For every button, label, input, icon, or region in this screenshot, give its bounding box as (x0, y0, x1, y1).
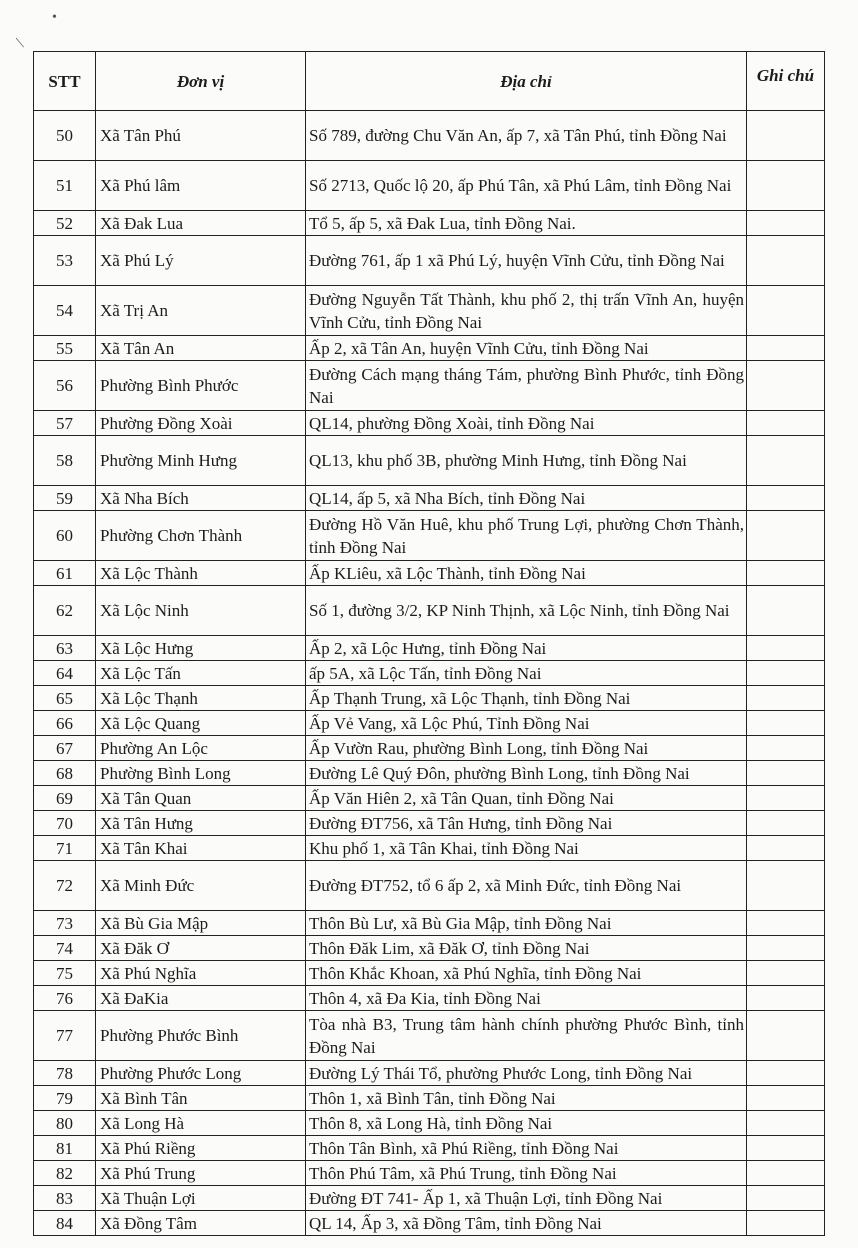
table-row (34, 436, 825, 486)
row-stt: 62 (34, 586, 96, 636)
row-address: Thôn 4, xã Đa Kia, tỉnh Đồng Nai (306, 986, 747, 1011)
row-address: Thôn Phú Tâm, xã Phú Trung, tỉnh Đồng Nai (306, 1161, 747, 1186)
row-note (747, 1186, 825, 1211)
row-address: QL13, khu phố 3B, phường Minh Hưng, tỉnh Đồng Nai (306, 436, 747, 486)
header-note: Ghi chú (747, 52, 825, 111)
row-note (747, 1161, 825, 1186)
table-row (34, 1136, 825, 1161)
row-unit: Xã Phú Trung (96, 1161, 306, 1186)
row-unit: Phường Đồng Xoài (96, 411, 306, 436)
table-row (34, 1111, 825, 1136)
row-address: Ấp Vẻ Vang, xã Lộc Phú, Tỉnh Đồng Nai (306, 711, 747, 736)
row-note (747, 511, 825, 561)
row-note (747, 411, 825, 436)
table-row (34, 211, 825, 236)
row-stt: 63 (34, 636, 96, 661)
row-note (747, 336, 825, 361)
scan-pen-mark: | (13, 35, 25, 49)
row-note (747, 736, 825, 761)
table-row (34, 786, 825, 811)
row-address: Số 2713, Quốc lộ 20, ấp Phú Tân, xã Phú Lâm, tỉnh Đồng Nai (306, 161, 747, 211)
table-row (34, 861, 825, 911)
row-stt: 69 (34, 786, 96, 811)
row-note (747, 1211, 825, 1236)
row-unit: Xã Phú Nghĩa (96, 961, 306, 986)
row-stt: 66 (34, 711, 96, 736)
row-stt: 65 (34, 686, 96, 711)
row-stt: 71 (34, 836, 96, 861)
row-stt: 72 (34, 861, 96, 911)
row-stt: 51 (34, 161, 96, 211)
row-note (747, 211, 825, 236)
row-stt: 73 (34, 911, 96, 936)
row-address: Đường ĐT752, tổ 6 ấp 2, xã Minh Đức, tỉnh Đồng Nai (306, 861, 747, 911)
row-unit: Xã Đồng Tâm (96, 1211, 306, 1236)
row-stt: 68 (34, 761, 96, 786)
row-address: Thôn 1, xã Bình Tân, tỉnh Đồng Nai (306, 1086, 747, 1111)
table-row (34, 936, 825, 961)
row-unit: Phường An Lộc (96, 736, 306, 761)
row-unit: Xã Trị An (96, 286, 306, 336)
row-unit: Xã Lộc Thạnh (96, 686, 306, 711)
row-unit: Xã Lộc Thành (96, 561, 306, 586)
row-stt: 76 (34, 986, 96, 1011)
table-row (34, 586, 825, 636)
row-address: QL14, ấp 5, xã Nha Bích, tỉnh Đồng Nai (306, 486, 747, 511)
row-address: Đường 761, ấp 1 xã Phú Lý, huyện Vĩnh Cửu, tỉnh Đồng Nai (306, 236, 747, 286)
row-stt: 52 (34, 211, 96, 236)
row-unit: Xã Tân Khai (96, 836, 306, 861)
row-address: Ấp Thạnh Trung, xã Lộc Thạnh, tỉnh Đồng Nai (306, 686, 747, 711)
row-unit: Xã Tân Hưng (96, 811, 306, 836)
row-unit: Phường Phước Bình (96, 1011, 306, 1061)
table-row (34, 1186, 825, 1211)
row-unit: Xã Long Hà (96, 1111, 306, 1136)
row-stt: 53 (34, 236, 96, 286)
row-note (747, 561, 825, 586)
header-stt: STT (34, 52, 96, 111)
row-note (747, 861, 825, 911)
row-address: Ấp Vườn Rau, phường Bình Long, tỉnh Đồng Nai (306, 736, 747, 761)
row-address: Đường Lê Quý Đôn, phường Bình Long, tỉnh Đồng Nai (306, 761, 747, 786)
row-note (747, 761, 825, 786)
row-unit: Xã Minh Đức (96, 861, 306, 911)
row-unit: Xã Tân Quan (96, 786, 306, 811)
row-stt: 84 (34, 1211, 96, 1236)
table-row (34, 1161, 825, 1186)
row-note (747, 1061, 825, 1086)
row-stt: 58 (34, 436, 96, 486)
row-note (747, 286, 825, 336)
table-row (34, 711, 825, 736)
row-stt: 61 (34, 561, 96, 586)
row-stt: 54 (34, 286, 96, 336)
row-address: Đường Hồ Văn Huê, khu phố Trung Lợi, phường Chơn Thành, tỉnh Đồng Nai (306, 511, 747, 561)
table-row (34, 911, 825, 936)
table-row (34, 286, 825, 336)
row-note (747, 711, 825, 736)
row-note (747, 811, 825, 836)
row-address: Thôn Khắc Khoan, xã Phú Nghĩa, tỉnh Đồng Nai (306, 961, 747, 986)
table-row (34, 961, 825, 986)
row-unit: Phường Minh Hưng (96, 436, 306, 486)
row-note (747, 661, 825, 686)
row-unit: Xã Phú lâm (96, 161, 306, 211)
row-note (747, 586, 825, 636)
table-body (34, 111, 825, 1236)
row-unit: Xã Lộc Hưng (96, 636, 306, 661)
row-stt: 64 (34, 661, 96, 686)
table-row (34, 636, 825, 661)
table-row (34, 736, 825, 761)
row-unit: Xã Bù Gia Mập (96, 911, 306, 936)
table-row (34, 336, 825, 361)
row-unit: Xã Phú Lý (96, 236, 306, 286)
row-note (747, 1136, 825, 1161)
row-unit: Xã Phú Riềng (96, 1136, 306, 1161)
row-address: Đường ĐT756, xã Tân Hưng, tỉnh Đồng Nai (306, 811, 747, 836)
row-stt: 70 (34, 811, 96, 836)
row-note (747, 836, 825, 861)
scan-dot-mark: • (52, 10, 57, 25)
row-note (747, 161, 825, 211)
row-address: QL 14, Ấp 3, xã Đồng Tâm, tỉnh Đồng Nai (306, 1211, 747, 1236)
row-address: Thôn Bù Lư, xã Bù Gia Mập, tỉnh Đồng Nai (306, 911, 747, 936)
row-stt: 50 (34, 111, 96, 161)
row-note (747, 111, 825, 161)
table-row (34, 561, 825, 586)
row-stt: 83 (34, 1186, 96, 1211)
row-stt: 82 (34, 1161, 96, 1186)
row-stt: 80 (34, 1111, 96, 1136)
row-stt: 78 (34, 1061, 96, 1086)
row-address: ấp 5A, xã Lộc Tấn, tỉnh Đồng Nai (306, 661, 747, 686)
row-stt: 75 (34, 961, 96, 986)
row-note (747, 436, 825, 486)
row-unit: Xã ĐaKia (96, 986, 306, 1011)
row-unit: Xã Đăk Ơ (96, 936, 306, 961)
row-unit: Phường Chơn Thành (96, 511, 306, 561)
table-row (34, 1061, 825, 1086)
row-note (747, 911, 825, 936)
address-table (33, 51, 825, 1236)
row-address: Ấp Văn Hiên 2, xã Tân Quan, tỉnh Đồng Nai (306, 786, 747, 811)
row-address: Ấp 2, xã Lộc Hưng, tỉnh Đồng Nai (306, 636, 747, 661)
row-stt: 57 (34, 411, 96, 436)
header-address: Địa chỉ (306, 52, 747, 111)
table-row (34, 986, 825, 1011)
row-unit: Xã Tân An (96, 336, 306, 361)
row-note (747, 986, 825, 1011)
row-stt: 79 (34, 1086, 96, 1111)
row-stt: 81 (34, 1136, 96, 1161)
row-stt: 77 (34, 1011, 96, 1061)
row-address: Ấp KLiêu, xã Lộc Thành, tỉnh Đồng Nai (306, 561, 747, 586)
row-note (747, 486, 825, 511)
row-stt: 56 (34, 361, 96, 411)
row-address: Thôn Đăk Lim, xã Đăk Ơ, tỉnh Đồng Nai (306, 936, 747, 961)
row-address: Tổ 5, ấp 5, xã Đak Lua, tỉnh Đồng Nai. (306, 211, 747, 236)
row-address: QL14, phường Đồng Xoài, tỉnh Đồng Nai (306, 411, 747, 436)
row-note (747, 686, 825, 711)
row-address: Thôn Tân Bình, xã Phú Riềng, tỉnh Đồng Nai (306, 1136, 747, 1161)
table-row (34, 486, 825, 511)
row-unit: Phường Bình Phước (96, 361, 306, 411)
row-note (747, 1086, 825, 1111)
row-stt: 55 (34, 336, 96, 361)
row-unit: Phường Phước Long (96, 1061, 306, 1086)
table-row (34, 836, 825, 861)
row-note (747, 936, 825, 961)
table-row (34, 161, 825, 211)
table-row (34, 411, 825, 436)
row-unit: Xã Lộc Quang (96, 711, 306, 736)
row-note (747, 636, 825, 661)
row-address: Ấp 2, xã Tân An, huyện Vĩnh Cửu, tỉnh Đồng Nai (306, 336, 747, 361)
row-unit: Phường Bình Long (96, 761, 306, 786)
row-address: Đường ĐT 741- Ấp 1, xã Thuận Lợi, tỉnh Đồng Nai (306, 1186, 747, 1211)
row-unit: Xã Bình Tân (96, 1086, 306, 1111)
row-unit: Xã Nha Bích (96, 486, 306, 511)
row-address: Đường Lý Thái Tổ, phường Phước Long, tỉnh Đồng Nai (306, 1061, 747, 1086)
table-row (34, 1011, 825, 1061)
row-note (747, 1111, 825, 1136)
row-unit: Xã Thuận Lợi (96, 1186, 306, 1211)
row-address: Khu phố 1, xã Tân Khai, tỉnh Đồng Nai (306, 836, 747, 861)
row-note (747, 961, 825, 986)
table-row (34, 511, 825, 561)
row-address: Số 789, đường Chu Văn An, ấp 7, xã Tân Phú, tỉnh Đồng Nai (306, 111, 747, 161)
row-note (747, 236, 825, 286)
row-note (747, 361, 825, 411)
header-unit: Đơn vị (96, 52, 306, 111)
row-stt: 67 (34, 736, 96, 761)
row-note (747, 786, 825, 811)
row-address: Thôn 8, xã Long Hà, tỉnh Đồng Nai (306, 1111, 747, 1136)
table-header-row (34, 52, 825, 111)
row-address: Số 1, đường 3/2, KP Ninh Thịnh, xã Lộc Ninh, tỉnh Đồng Nai (306, 586, 747, 636)
table-row (34, 661, 825, 686)
row-unit: Xã Lộc Tấn (96, 661, 306, 686)
row-address: Đường Cách mạng tháng Tám, phường Bình Phước, tỉnh Đồng Nai (306, 361, 747, 411)
row-address: Đường Nguyễn Tất Thành, khu phố 2, thị trấn Vĩnh An, huyện Vĩnh Cửu, tỉnh Đồng Nai (306, 286, 747, 336)
table-row (34, 761, 825, 786)
row-stt: 60 (34, 511, 96, 561)
row-unit: Xã Đak Lua (96, 211, 306, 236)
row-unit: Xã Tân Phú (96, 111, 306, 161)
table-row (34, 361, 825, 411)
table-row (34, 111, 825, 161)
row-address: Tòa nhà B3, Trung tâm hành chính phường Phước Bình, tỉnh Đồng Nai (306, 1011, 747, 1061)
table-row (34, 686, 825, 711)
table-row (34, 1086, 825, 1111)
table-row (34, 1211, 825, 1236)
row-unit: Xã Lộc Ninh (96, 586, 306, 636)
table-row (34, 236, 825, 286)
row-stt: 59 (34, 486, 96, 511)
table-row (34, 811, 825, 836)
row-note (747, 1011, 825, 1061)
row-stt: 74 (34, 936, 96, 961)
